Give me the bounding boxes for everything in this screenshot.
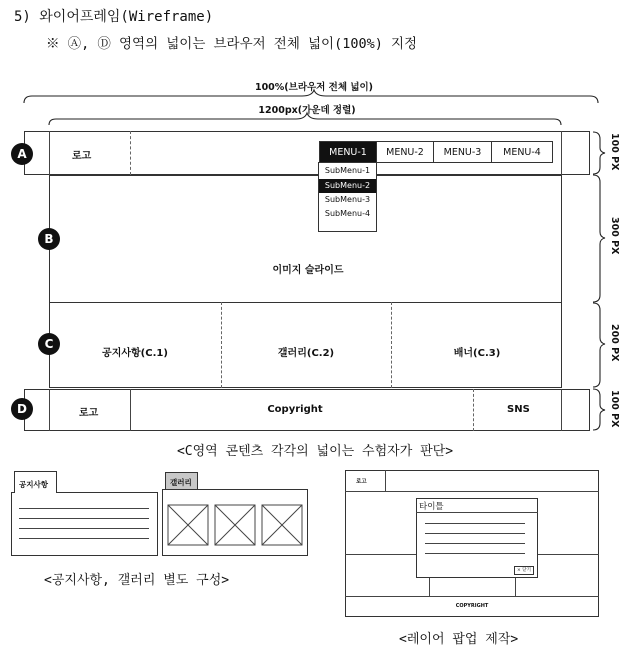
popup-page-logo: 로고 <box>356 479 367 485</box>
notice-line-1 <box>19 508 149 509</box>
menu-item-2[interactable]: MENU-2 <box>376 141 434 163</box>
popup-text-line-3 <box>425 543 525 544</box>
tabs-caption: <공지사항, 갤러리 별도 구성> <box>44 573 230 588</box>
popup-title-line <box>416 512 538 513</box>
section-d-sns-divider <box>473 389 474 431</box>
badge-c: C <box>38 333 60 355</box>
gallery-tab[interactable]: 갤러리 <box>165 472 198 490</box>
footer-copyright: Copyright <box>267 404 323 415</box>
popup-text-line-4 <box>425 553 525 554</box>
footer-logo: 로고 <box>79 408 99 419</box>
height-label-c: 200 PX <box>609 324 620 362</box>
notice-tab[interactable]: 공지사항 <box>14 471 57 493</box>
banner-column-label: 배너(C.3) <box>453 348 501 359</box>
section-d-right-edge <box>561 389 562 431</box>
menu-item-1[interactable]: MENU-1 <box>319 141 377 163</box>
submenu-item-3[interactable]: SubMenu-3 <box>324 195 371 204</box>
section-d-left-edge <box>49 389 50 431</box>
image-slide-label: 이미지 슬라이드 <box>272 265 344 276</box>
badge-d: D <box>11 398 33 420</box>
section-a-left-edge <box>49 131 50 175</box>
notice-line-2 <box>19 518 149 519</box>
popup-text-line-1 <box>425 523 525 524</box>
submenu-item-2[interactable]: SubMenu-2 <box>319 179 376 193</box>
menu-item-4[interactable]: MENU-4 <box>491 141 553 163</box>
section-c-divider-1 <box>221 302 222 388</box>
popup-caption: <레이어 팝업 제작> <box>399 632 519 647</box>
height-label-a: 100 PX <box>609 133 620 171</box>
notice-line-4 <box>19 538 149 539</box>
section-d-logo-divider <box>130 389 131 431</box>
section-a-logo-divider <box>130 131 131 175</box>
badge-a: A <box>11 143 33 165</box>
notice-panel <box>11 492 158 556</box>
gallery-column-label: 갤러리(C.2) <box>277 348 335 359</box>
submenu-item-1[interactable]: SubMenu-1 <box>324 166 371 175</box>
header-logo: 로고 <box>72 151 92 162</box>
notice-line-3 <box>19 528 149 529</box>
popup-page-copyright: COPYRIGHT <box>455 603 489 609</box>
notice-column-label: 공지사항(C.1) <box>102 348 168 359</box>
height-label-d: 100 PX <box>609 390 620 428</box>
section-heading: 5) 와이어프레임(Wireframe) <box>14 9 214 25</box>
popup-logo-divider <box>385 470 386 491</box>
layer-popup-title: 타이틀 <box>419 502 444 512</box>
gallery-panel <box>162 489 308 556</box>
menu-item-3[interactable]: MENU-3 <box>433 141 492 163</box>
popup-header-line <box>345 491 599 492</box>
main-caption: <C영역 콘텐츠 각각의 넓이는 수험자가 판단> <box>176 444 454 459</box>
section-a-right-edge <box>561 131 562 175</box>
full-width-label: 100%(브라우저 전체 넓이) <box>254 82 374 93</box>
popup-text-line-2 <box>425 533 525 534</box>
height-label-b: 300 PX <box>609 217 620 255</box>
popup-close-button[interactable]: × 닫기 <box>514 566 534 575</box>
popup-content-line <box>345 596 599 597</box>
width-note: ※ Ⓐ, Ⓓ 영역의 넓이는 브라우저 전체 넓이(100%) 지정 <box>46 36 418 52</box>
section-c-divider-2 <box>391 302 392 388</box>
badge-b: B <box>38 228 60 250</box>
submenu-item-4[interactable]: SubMenu-4 <box>324 209 371 218</box>
footer-sns: SNS <box>507 404 530 415</box>
content-width-label: 1200px(가운데 정렬) <box>258 105 356 116</box>
section-b-slider <box>49 175 562 303</box>
